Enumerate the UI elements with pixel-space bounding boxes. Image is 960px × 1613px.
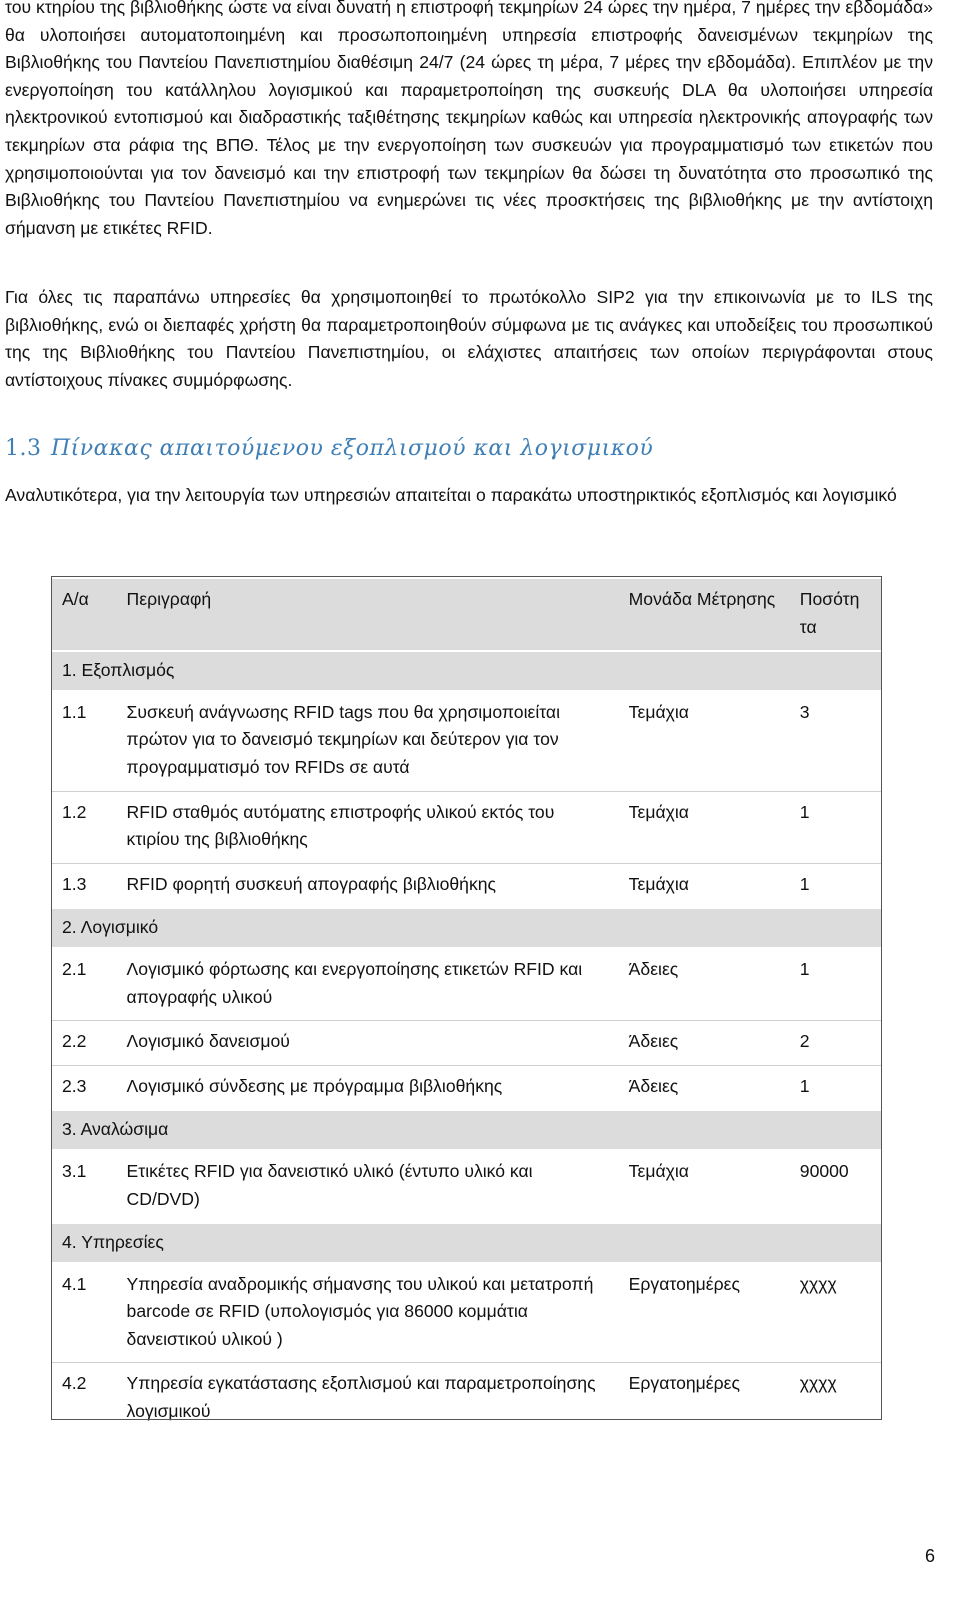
page-number: 6 [924, 1546, 935, 1566]
row-quantity: 3 [790, 691, 881, 791]
row-number: 2.2 [52, 1021, 117, 1066]
row-unit: Άδειες [619, 1065, 790, 1110]
table-header-row [52, 578, 881, 651]
section-label: 1. Εξοπλισμός [52, 651, 881, 691]
equipment-table [52, 577, 881, 1435]
row-number: 1.3 [52, 863, 117, 908]
row-quantity: 1 [790, 948, 881, 1021]
row-description: Υπηρεσία εγκατάστασης εξοπλισμού και παραμετροποίησης λογισμικού [117, 1363, 619, 1435]
row-number: 2.3 [52, 1065, 117, 1110]
row-number: 1.1 [52, 691, 117, 791]
row-number: 4.2 [52, 1363, 117, 1435]
row-quantity: 1 [790, 791, 881, 863]
header-quantity: Ποσότη τα [790, 578, 881, 651]
table-row [52, 1363, 881, 1435]
table-section-row [52, 651, 881, 691]
row-quantity: χχχχ [790, 1263, 881, 1363]
row-description: Συσκευή ανάγνωσης RFID tags που θα χρησιμοποιείται πρώτον για το δανεισμό τεκμηρίων και δεύτερον για τον προγραμματισμό τον RFIDs σε αυτά [117, 691, 619, 791]
row-unit: Άδειες [619, 1021, 790, 1066]
section-heading [5, 436, 653, 461]
table-section-row [52, 908, 881, 948]
table-row [52, 1021, 881, 1066]
row-quantity: 1 [790, 863, 881, 908]
row-number: 2.1 [52, 948, 117, 1021]
row-number: 3.1 [52, 1150, 117, 1223]
row-unit: Εργατοημέρες [619, 1363, 790, 1435]
body-paragraph: Αναλυτικότερα, για την λειτουργία των υπηρεσιών απαιτείται ο παρακάτω υποστηρικτικός εξοπλισμός και λογισμικό [5, 485, 897, 505]
row-quantity: 90000 [790, 1150, 881, 1223]
row-quantity: 2 [790, 1021, 881, 1066]
section-label: 2. Λογισμικό [52, 908, 881, 948]
header-unit: Μονάδα Μέτρησης [619, 578, 790, 651]
section-label: 3. Αναλώσιμα [52, 1110, 881, 1150]
row-unit: Άδειες [619, 948, 790, 1021]
table-row [52, 1263, 881, 1363]
row-description: Λογισμικό φόρτωσης και ενεργοποίησης ετικετών RFID και απογραφής υλικού [117, 948, 619, 1021]
table-section-row [52, 1110, 881, 1150]
row-description: Υπηρεσία αναδρομικής σήμανσης του υλικού και μετατροπή barcode σε RFID (υπολογισμός για 86000 κομμάτια δανειστικού υλικού ) [117, 1263, 619, 1363]
row-description: RFID σταθμός αυτόματης επιστροφής υλικού εκτός του κτιρίου της βιβλιοθήκης [117, 791, 619, 863]
row-description: RFID φορητή συσκευή απογραφής βιβλιοθήκης [117, 863, 619, 908]
body-paragraph: του κτηρίου της βιβλιοθήκης ώστε να είναι δυνατή η επιστροφή τεκμηρίων 24 ώρες την ημέρα, 7 ημέρες την εβδομάδα» θα υλοποιήσει αυτοματοποιημένη και προσωποποιημένη υπηρεσία επιστροφής δανεισμένων τεκμηρίων της Βιβλιοθήκης του Παντείου Πανεπιστημίου διαθέσιμη 24/7 (24 ώρες τη μέρα, 7 μέρες την εβδομάδα). Επιπλέον με την ενεργοποίηση του κατάλληλου λογισμικού και παραμετροποίηση της συσκευής DLA θα υλοποιήσει υπηρεσία ηλεκτρονικού εντοπισμού και διαδραστικής ταξιθέτησης τεκμηρίων καθώς και υπηρεσία ηλεκτρονικής απογραφής των τεκμηρίων στα ράφια της ΒΠΘ. Τέλος με την ενεργοποίηση των συσκευών για προγραμματισμό των ετικετών που χρησιμοποιούνται για τον δανεισμό και την επιστροφή των τεκμηρίων θα δώσει τη δυνατότητα στο προσωπικό της Βιβλιοθήκης του Παντείου Πανεπιστημίου να ενημερώνει τις νέες προσκτήσεις της βιβλιοθήκης με την αντίστοιχη σήμανση με ετικέτες RFID. [5, 0, 933, 238]
row-quantity: 1 [790, 1065, 881, 1110]
row-description: Λογισμικό δανεισμού [117, 1021, 619, 1066]
table-row [52, 863, 881, 908]
table-row [52, 1150, 881, 1223]
section-title: Πίνακας απαιτούμενου εξοπλισμού και λογισμικού [51, 436, 654, 461]
table-row [52, 1065, 881, 1110]
body-paragraph: Για όλες τις παραπάνω υπηρεσίες θα χρησιμοποιηθεί το πρωτόκολλο SIP2 για την επικοινωνία με το ILS της βιβλιοθήκης, ενώ οι διεπαφές χρήστη θα παραμετροποιηθούν σύμφωνα με τις ανάγκες και υποδείξεις του προσωπικού της της Βιβλιοθήκης του Παντείου Πανεπιστημίου, οι ελάχιστες απαιτήσεις των οποίων περιγράφονται στους αντίστοιχους πίνακες συμμόρφωσης. [5, 287, 933, 390]
table-row [52, 948, 881, 1021]
table-row [52, 691, 881, 791]
row-unit: Τεμάχια [619, 691, 790, 791]
section-number: 1.3 [5, 436, 42, 461]
row-unit: Εργατοημέρες [619, 1263, 790, 1363]
row-number: 4.1 [52, 1263, 117, 1363]
table-row [52, 791, 881, 863]
row-quantity: χχχχ [790, 1363, 881, 1435]
row-unit: Τεμάχια [619, 1150, 790, 1223]
section-label: 4. Υπηρεσίες [52, 1223, 881, 1263]
row-unit: Τεμάχια [619, 863, 790, 908]
row-number: 1.2 [52, 791, 117, 863]
row-unit: Τεμάχια [619, 791, 790, 863]
row-description: Λογισμικό σύνδεσης με πρόγραμμα βιβλιοθήκης [117, 1065, 619, 1110]
header-aa: Α/α [52, 578, 117, 651]
row-description: Ετικέτες RFID για δανειστικό υλικό (έντυπο υλικό και CD/DVD) [117, 1150, 619, 1223]
table-section-row [52, 1223, 881, 1263]
header-description: Περιγραφή [117, 578, 619, 651]
